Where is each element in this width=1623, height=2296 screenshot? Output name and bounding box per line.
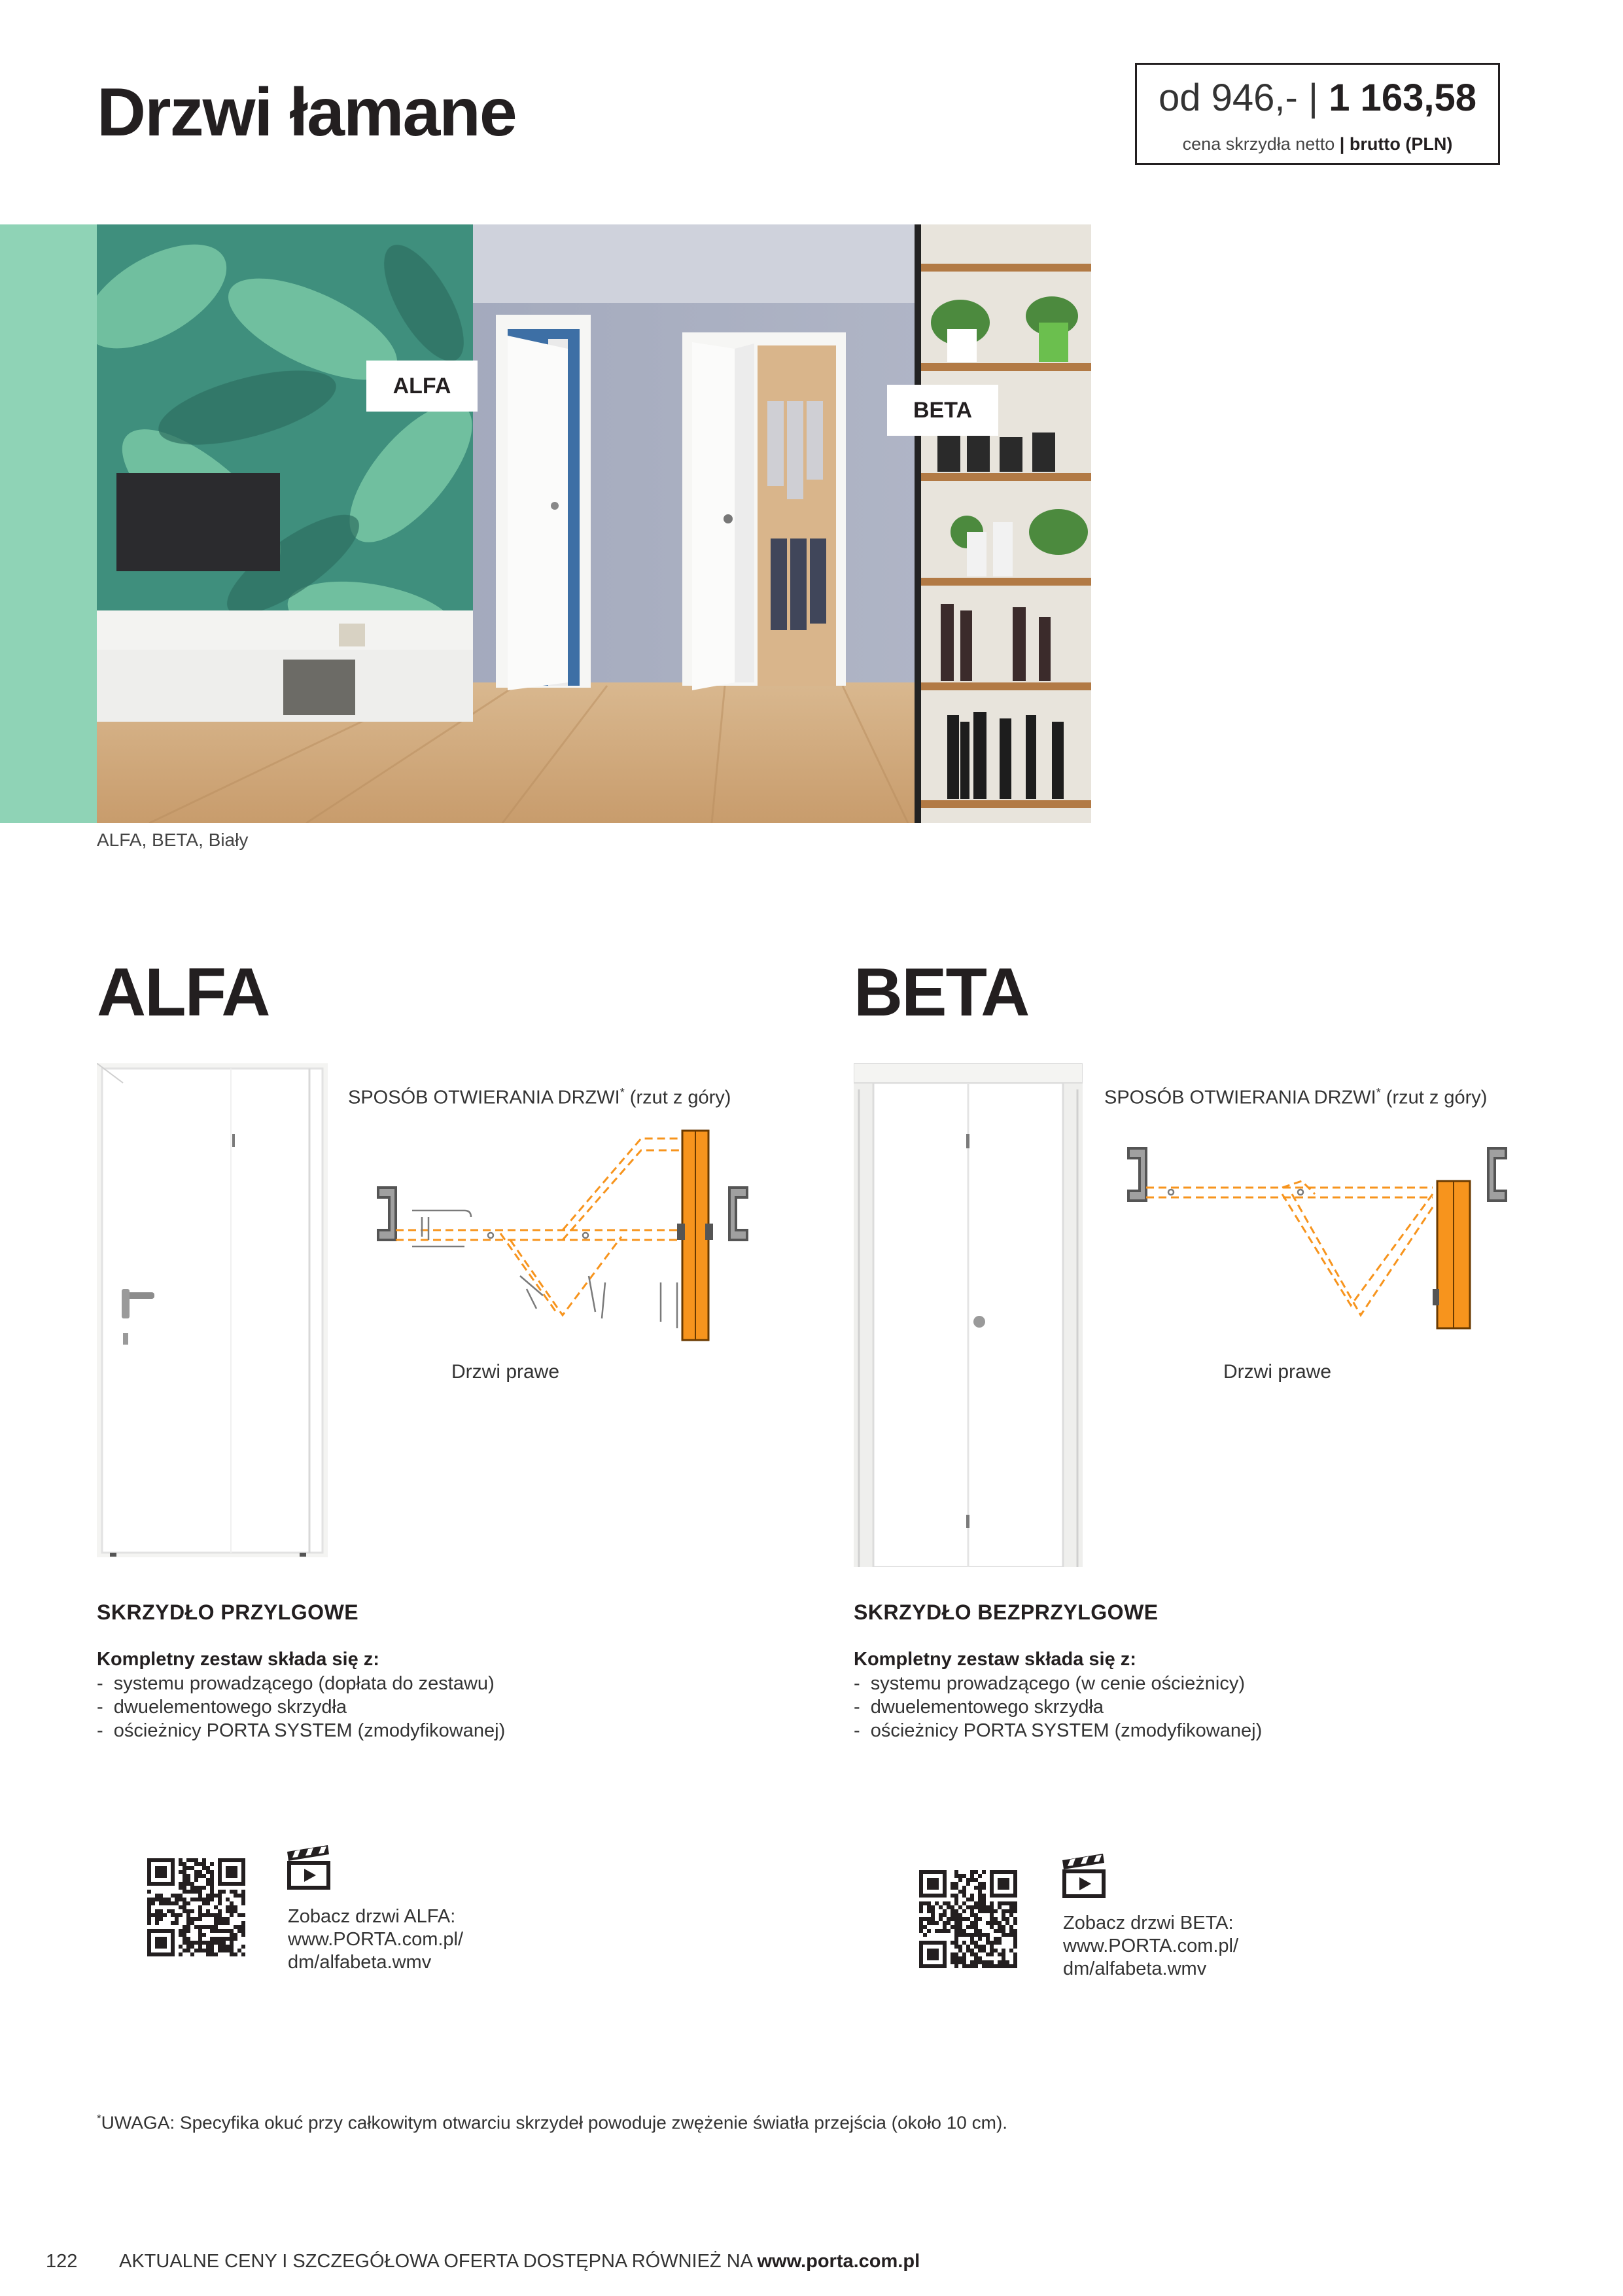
price-label-separator: | bbox=[1339, 134, 1345, 154]
interior-illustration bbox=[97, 224, 1091, 823]
price-label-gross: brutto (PLN) bbox=[1349, 134, 1453, 154]
footnote-text: UWAGA: Specyfika okuć przy całkowitym otwarciu skrzydeł powoduje zwężenie światła przejścia (około 10 cm). bbox=[101, 2112, 1008, 2133]
beta-video-line: Zobacz drzwi BETA: bbox=[1063, 1913, 1234, 1934]
page-title: Drzwi łamane bbox=[97, 75, 516, 150]
alfa-opening-label-text: SPOSÓB OTWIERANIA DRZWI bbox=[348, 1087, 620, 1108]
beta-kit-title: Kompletny zestaw składa się z: bbox=[854, 1649, 1136, 1670]
list-bullet: - bbox=[854, 1673, 860, 1694]
beta-direction-label: Drzwi prawe bbox=[1223, 1361, 1332, 1383]
list-bullet: - bbox=[97, 1697, 103, 1718]
alfa-opening-diagram bbox=[366, 1125, 759, 1348]
hero-caption: ALFA, BETA, Biały bbox=[97, 830, 249, 850]
video-clapper-icon[interactable] bbox=[285, 1845, 333, 1891]
beta-opening-footnote-mark: * bbox=[1376, 1086, 1381, 1099]
alfa-direction-label: Drzwi prawe bbox=[451, 1361, 560, 1383]
alfa-video-link-path[interactable]: dm/alfabeta.wmv bbox=[288, 1952, 432, 1973]
hero-tag-alfa: ALFA bbox=[366, 361, 478, 412]
hero-photo bbox=[97, 224, 1091, 823]
beta-kit-item bbox=[854, 1672, 1245, 1695]
alfa-kit-item-text: ościeżnicy PORTA SYSTEM (zmodyfikowanej) bbox=[113, 1720, 506, 1741]
beta-opening-diagram bbox=[1119, 1132, 1524, 1335]
footnote-mark: * bbox=[97, 2112, 101, 2125]
beta-kit-item-text: ościeżnicy PORTA SYSTEM (zmodyfikowanej) bbox=[870, 1720, 1263, 1741]
beta-door-image bbox=[854, 1063, 1083, 1567]
beta-opening-label-suffix: (rzut z góry) bbox=[1386, 1087, 1488, 1108]
accent-bar bbox=[0, 224, 97, 823]
beta-video-text bbox=[1063, 1912, 1238, 1981]
footer-text bbox=[119, 2251, 920, 2272]
beta-kit-item-text: dwuelementowego skrzydła bbox=[870, 1697, 1104, 1718]
hero-tag-beta: BETA bbox=[887, 385, 998, 436]
alfa-kit-item bbox=[97, 1719, 505, 1742]
beta-qr-code[interactable] bbox=[919, 1870, 1019, 1969]
beta-kit-item-text: systemu prowadzącego (w cenie ościeżnicy) bbox=[870, 1673, 1245, 1694]
price-box bbox=[1135, 63, 1500, 165]
list-bullet: - bbox=[97, 1673, 103, 1694]
alfa-subtitle: SKRZYDŁO PRZYLGOWE bbox=[97, 1600, 359, 1624]
footnote bbox=[97, 2112, 1007, 2133]
beta-kit-item bbox=[854, 1719, 1262, 1742]
video-clapper-icon[interactable] bbox=[1060, 1854, 1108, 1899]
alfa-kit-title: Kompletny zestaw składa się z: bbox=[97, 1649, 379, 1670]
price-separator: | bbox=[1308, 77, 1319, 119]
alfa-opening-footnote-mark: * bbox=[620, 1086, 625, 1099]
list-bullet: - bbox=[854, 1720, 860, 1741]
beta-opening-label bbox=[1104, 1086, 1487, 1109]
alfa-opening-label bbox=[348, 1086, 731, 1109]
price-net: od 946,- bbox=[1159, 77, 1298, 119]
alfa-opening-label-suffix: (rzut z góry) bbox=[629, 1087, 731, 1108]
beta-video-link-path[interactable]: dm/alfabeta.wmv bbox=[1063, 1958, 1207, 1979]
beta-video-link[interactable]: www.PORTA.com.pl/ bbox=[1063, 1935, 1239, 1956]
alfa-qr-code[interactable] bbox=[147, 1858, 247, 1958]
alfa-kit-item bbox=[97, 1672, 495, 1695]
beta-title: BETA bbox=[854, 955, 1029, 1031]
alfa-kit-item bbox=[97, 1695, 347, 1719]
beta-subtitle: SKRZYDŁO BEZPRZYLGOWE bbox=[854, 1600, 1159, 1624]
alfa-door-image bbox=[97, 1063, 328, 1557]
price-label bbox=[1137, 134, 1498, 154]
price-gross: 1 163,58 bbox=[1329, 77, 1476, 119]
price-row bbox=[1137, 79, 1498, 117]
alfa-video-link[interactable]: www.PORTA.com.pl/ bbox=[288, 1929, 464, 1950]
alfa-title: ALFA bbox=[97, 955, 270, 1031]
footer-note: AKTUALNE CENY I SZCZEGÓŁOWA OFERTA DOSTĘPNA RÓWNIEŻ NA bbox=[119, 2251, 752, 2272]
alfa-video-line: Zobacz drzwi ALFA: bbox=[288, 1906, 456, 1927]
page-number: 122 bbox=[46, 2251, 78, 2272]
footer-url[interactable]: www.porta.com.pl bbox=[757, 2251, 920, 2272]
alfa-kit-item-text: dwuelementowego skrzydła bbox=[113, 1697, 347, 1718]
list-bullet: - bbox=[854, 1697, 860, 1718]
list-bullet: - bbox=[97, 1720, 103, 1741]
price-label-net: cena skrzydła netto bbox=[1182, 134, 1335, 154]
alfa-kit-item-text: systemu prowadzącego (dopłata do zestawu) bbox=[113, 1673, 495, 1694]
alfa-video-text bbox=[288, 1905, 463, 1974]
beta-opening-label-text: SPOSÓB OTWIERANIA DRZWI bbox=[1104, 1087, 1376, 1108]
beta-kit-item bbox=[854, 1695, 1104, 1719]
